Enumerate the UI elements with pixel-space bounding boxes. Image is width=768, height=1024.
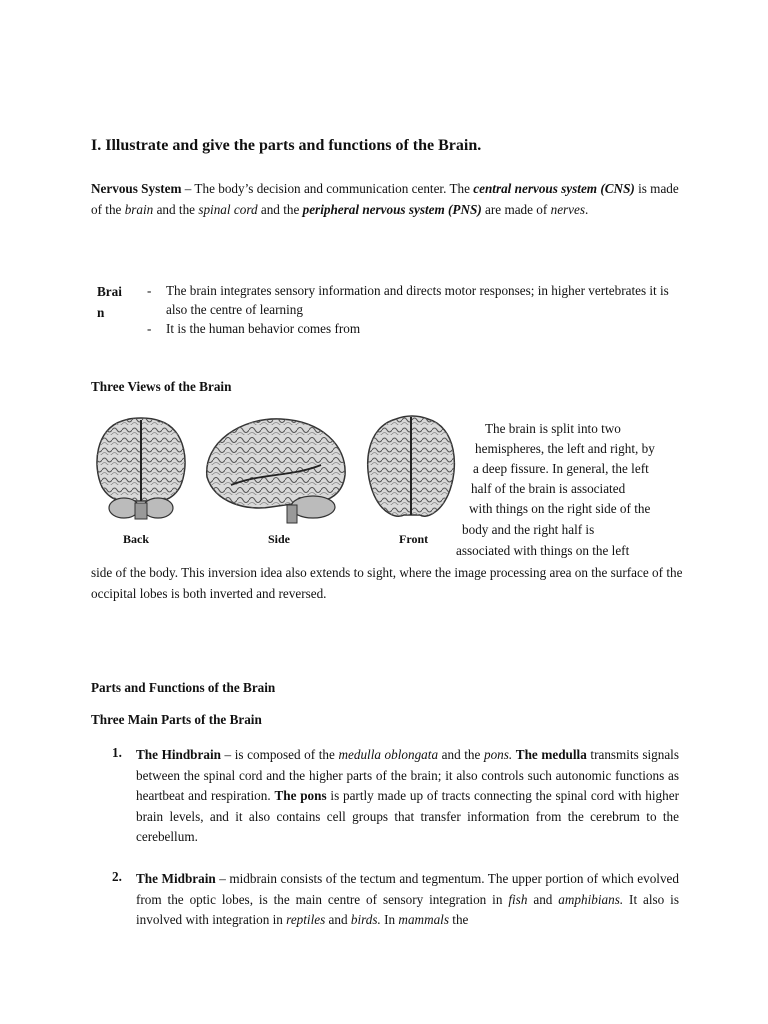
pons-bold-term: The pons	[274, 788, 327, 803]
list-item	[147, 281, 687, 319]
text-line: The brain is split into two	[485, 421, 621, 436]
nervous-system-term: Nervous System	[91, 181, 182, 196]
brain-back-image	[92, 415, 190, 530]
nerves-term: nerves	[550, 202, 586, 217]
text-line: hemispheres, the left and right, by	[475, 441, 655, 456]
medulla-term: The medulla	[515, 747, 587, 762]
brain-label-line: n	[97, 305, 105, 320]
caption-back: Back	[123, 532, 150, 546]
ns-text: and the	[153, 202, 199, 217]
hb-text: and the	[438, 747, 484, 762]
mammals-term: mammals	[398, 912, 449, 927]
spinal-cord-term: spinal cord	[198, 202, 258, 217]
hb-text: – is composed of the	[220, 747, 339, 762]
caption-side: Side	[268, 532, 291, 546]
list-number: 1.	[112, 745, 122, 760]
brain-label-line: Brai	[97, 284, 122, 299]
text-line: body and the right half is	[462, 522, 595, 537]
hb-text: transmits signals between the spinal cord and the higher parts of the brain; it also controls such autonomic functions as heartbeat and respiration.	[136, 747, 679, 803]
pns-term: peripheral nervous system (PNS)	[302, 202, 482, 217]
brain-bullets	[147, 281, 687, 338]
three-views-title: Three Views of the Brain	[91, 379, 232, 394]
ns-text: is made of the	[91, 181, 679, 217]
hindbrain-paragraph	[136, 745, 679, 848]
midbrain-term: The Midbrain	[136, 871, 216, 886]
midbrain-paragraph	[136, 869, 679, 931]
ns-text: are made of	[481, 202, 551, 217]
mb-text: and	[325, 912, 351, 927]
list-number: 2.	[112, 869, 122, 884]
text-line: with things on the right side of the	[469, 501, 651, 516]
brain-table-label	[97, 281, 122, 323]
nervous-system-paragraph	[91, 178, 691, 220]
mb-text: In	[380, 912, 399, 927]
bullet-dash: -	[147, 283, 152, 298]
reptiles-term: reptiles	[286, 912, 326, 927]
medulla-oblongata-term: medulla oblongata	[338, 747, 439, 762]
mb-text: the	[448, 912, 469, 927]
birds-term: birds.	[350, 912, 381, 927]
list-item	[147, 319, 687, 338]
bullet-text: The brain integrates sensory information and directs motor responses; in higher vertebrates it is also the centre of learning	[166, 283, 669, 317]
mb-text: and	[527, 891, 559, 907]
hindbrain-term: The Hindbrain	[136, 747, 221, 762]
text-line: half of the brain is associated	[471, 481, 626, 496]
hb-text: is partly made up of tracts connecting the spinal cord with higher brain levels, and it also contains cell groups that transfer information from the cerebrum to the cerebellum.	[136, 788, 679, 844]
amphibians-term: amphibians.	[558, 891, 624, 907]
parts-functions-title: Parts and Functions of the Brain	[91, 680, 276, 695]
brain-front-image	[362, 415, 460, 525]
text-line: associated with things on the left	[456, 543, 630, 558]
mb-text: It also is involved with integration in	[136, 891, 679, 927]
bullet-text: It is the human behavior comes from	[166, 321, 361, 336]
brain-side-image	[201, 415, 349, 525]
bullet-dash: -	[147, 321, 152, 336]
ns-text: – The body’s decision and communication center. The	[181, 181, 474, 196]
inversion-paragraph: side of the body. This inversion idea also extends to sight, where the image processing area on the surface of the occipital lobes is both inverted and reversed.	[91, 565, 683, 601]
page-heading: I. Illustrate and give the parts and functions of the Brain.	[91, 137, 482, 154]
ns-text: and the	[257, 202, 303, 217]
mb-text: – midbrain consists of the tectum and tegmentum. The upper portion of which evolved from the optic lobes, is the main centre of sensory integration in	[136, 871, 679, 907]
fish-term: fish	[508, 891, 528, 907]
pons-term: pons.	[483, 747, 513, 762]
ns-text: .	[585, 202, 589, 217]
text-line: a deep fissure. In general, the left	[473, 461, 649, 476]
caption-front: Front	[399, 532, 429, 546]
three-main-parts-title: Three Main Parts of the Brain	[91, 712, 262, 727]
cns-term: central nervous system (CNS)	[473, 181, 635, 196]
brain-term: brain	[124, 202, 154, 217]
